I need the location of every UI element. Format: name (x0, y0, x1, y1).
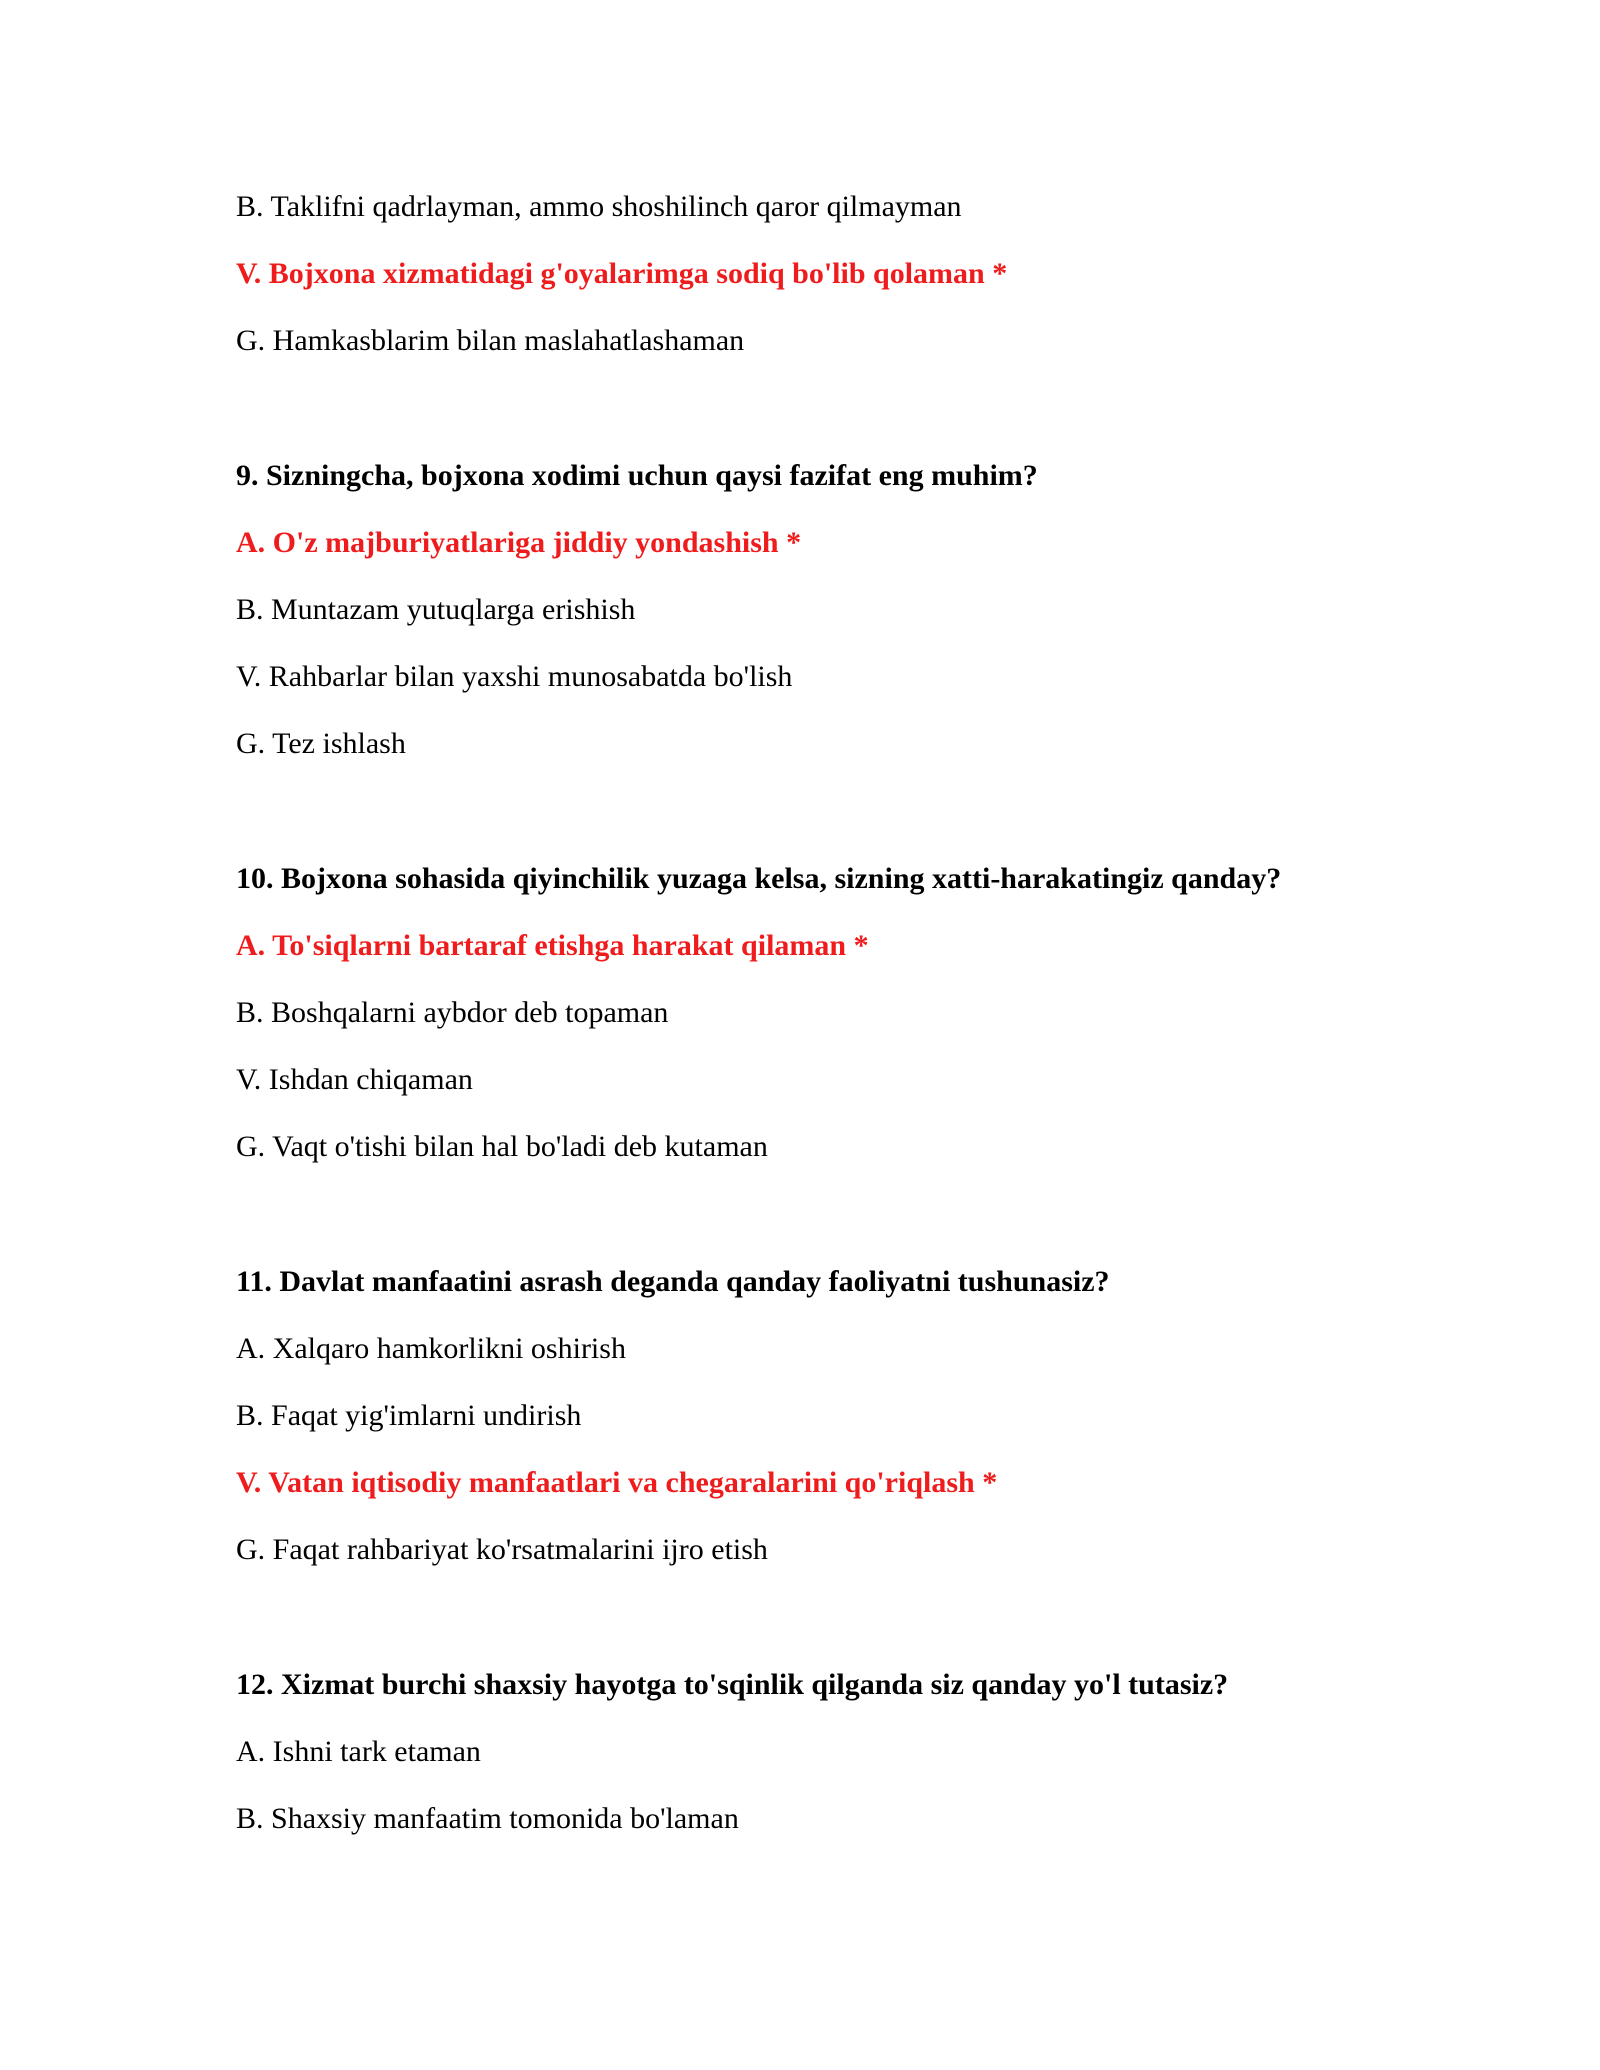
option-line: A. Ishni tark etaman (236, 1735, 481, 1768)
option-line: V. Ishdan chiqaman (236, 1063, 473, 1096)
option-line: G. Tez ishlash (236, 727, 406, 760)
question-heading: 10. Bojxona sohasida qiyinchilik yuzaga kelsa, sizning xatti-harakatingiz qanday? (236, 862, 1282, 895)
option-line: B. Muntazam yutuqlarga erishish (236, 593, 636, 626)
question-heading: 12. Xizmat burchi shaxsiy hayotga to'sqinlik qilganda siz qanday yo'l tutasiz? (236, 1668, 1229, 1701)
correct-option-line: A. To'siqlarni bartaraf etishga harakat qilaman * (236, 929, 869, 962)
option-line: B. Shaxsiy manfaatim tomonida bo'laman (236, 1802, 739, 1835)
option-line: B. Faqat yig'imlarni undirish (236, 1399, 582, 1432)
option-line: G. Hamkasblarim bilan maslahatlashaman (236, 324, 745, 357)
option-line: V. Rahbarlar bilan yaxshi munosabatda bo'lish (236, 660, 793, 693)
question-heading: 9. Sizningcha, bojxona xodimi uchun qaysi fazifat eng muhim? (236, 459, 1038, 492)
correct-option-line: A. O'z majburiyatlariga jiddiy yondashish * (236, 526, 802, 559)
option-line: A. Xalqaro hamkorlikni oshirish (236, 1332, 626, 1365)
option-line: G. Faqat rahbariyat ko'rsatmalarini ijro etish (236, 1533, 768, 1566)
correct-option-line: V. Vatan iqtisodiy manfaatlari va chegaralarini qo'riqlash * (236, 1466, 998, 1499)
question-heading: 11. Davlat manfaatini asrash deganda qanday faoliyatni tushunasiz? (236, 1265, 1110, 1298)
correct-option-line: V. Bojxona xizmatidagi g'oyalarimga sodiq bo'lib qolaman * (236, 257, 1008, 290)
option-line: B. Taklifni qadrlayman, ammo shoshilinch qaror qilmayman (236, 190, 962, 223)
option-line: G. Vaqt o'tishi bilan hal bo'ladi deb kutaman (236, 1130, 768, 1163)
option-line: B. Boshqalarni aybdor deb topaman (236, 996, 669, 1029)
